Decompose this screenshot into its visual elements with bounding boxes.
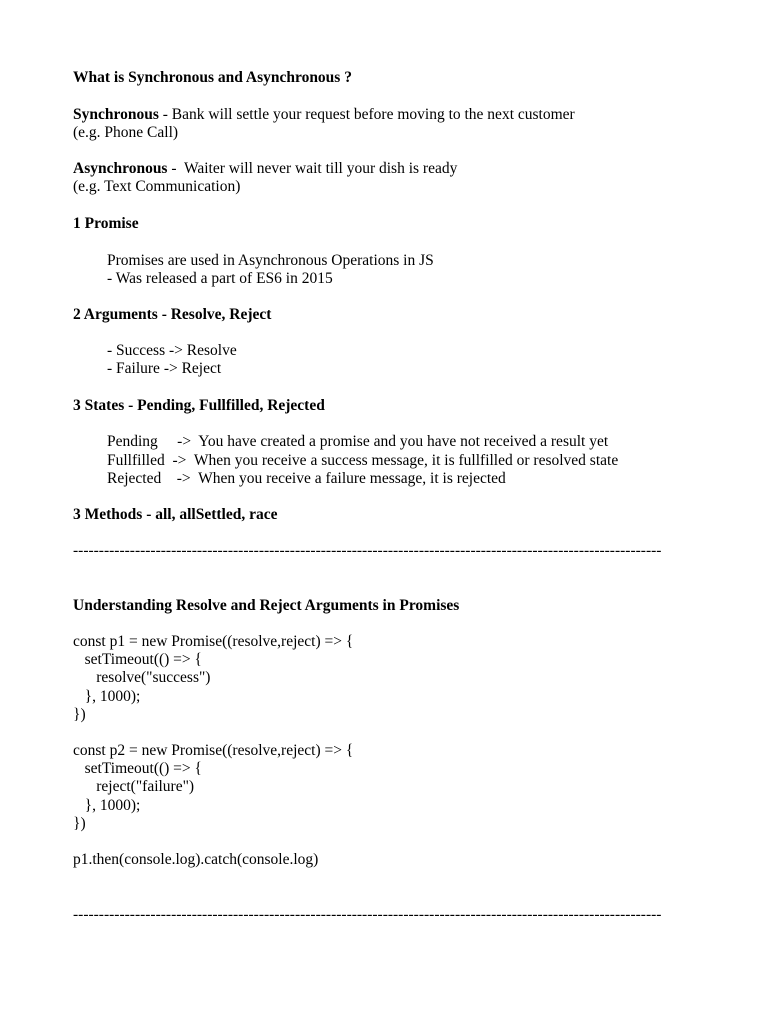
separator-line: ------------------------------------------------------------------------------------------------------------------ bbox=[73, 542, 662, 559]
arguments-line: - Failure -> Reject bbox=[107, 360, 222, 377]
sync-term: Synchronous bbox=[73, 106, 159, 123]
code-line: reject("failure") bbox=[73, 778, 195, 795]
states-line: Rejected -> When you receive a failure message, it is rejected bbox=[107, 470, 506, 487]
code-line: setTimeout(() => { bbox=[73, 760, 202, 777]
code-line: }) bbox=[73, 706, 86, 723]
code-line: setTimeout(() => { bbox=[73, 651, 202, 668]
states-line: Fullfilled -> When you receive a success message, it is fullfilled or resolved state bbox=[107, 452, 619, 469]
code-line: }) bbox=[73, 815, 86, 832]
states-line: Pending -> You have created a promise and you have not received a result yet bbox=[107, 433, 609, 450]
code-line: const p1 = new Promise((resolve,reject) => { bbox=[73, 633, 354, 650]
page-title: What is Synchronous and Asynchronous ? bbox=[73, 69, 352, 86]
methods-heading: 3 Methods - all, allSettled, race bbox=[73, 506, 278, 523]
separator-line: ------------------------------------------------------------------------------------------------------------------ bbox=[73, 906, 662, 923]
section-heading: Understanding Resolve and Reject Arguments in Promises bbox=[73, 597, 460, 614]
code-line: }, 1000); bbox=[73, 688, 141, 705]
code-line: const p2 = new Promise((resolve,reject) => { bbox=[73, 742, 354, 759]
arguments-heading: 2 Arguments - Resolve, Reject bbox=[73, 306, 272, 323]
code-line: resolve("success") bbox=[73, 669, 211, 686]
promise-line: - Was released a part of ES6 in 2015 bbox=[107, 270, 333, 287]
promise-heading: 1 Promise bbox=[73, 215, 139, 232]
code-call-line: p1.then(console.log).catch(console.log) bbox=[73, 851, 319, 868]
async-definition bbox=[73, 160, 457, 178]
promise-line: Promises are used in Asynchronous Operations in JS bbox=[107, 252, 434, 269]
async-term: Asynchronous bbox=[73, 160, 168, 177]
async-description: - Waiter will never wait till your dish is ready bbox=[167, 160, 458, 177]
async-example: (e.g. Text Communication) bbox=[73, 178, 241, 195]
code-line: }, 1000); bbox=[73, 797, 141, 814]
sync-definition bbox=[73, 106, 575, 124]
sync-example: (e.g. Phone Call) bbox=[73, 124, 179, 141]
arguments-line: - Success -> Resolve bbox=[107, 342, 237, 359]
sync-description: - Bank will settle your request before moving to the next customer bbox=[158, 106, 575, 123]
states-heading: 3 States - Pending, Fullfilled, Rejected bbox=[73, 397, 325, 414]
